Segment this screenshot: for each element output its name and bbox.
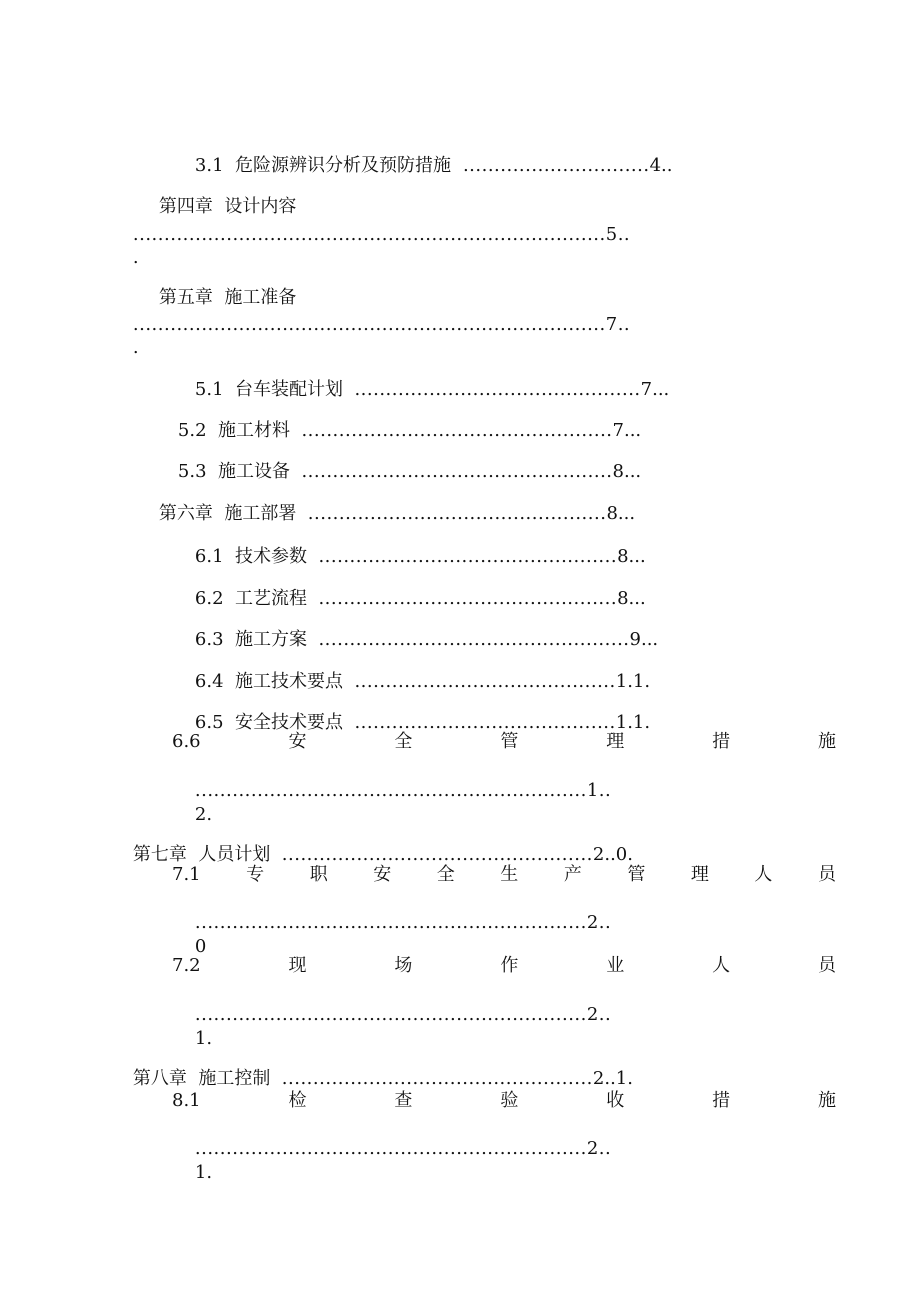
toc-chapter-5-leader bbox=[110, 292, 630, 358]
entry-page: 7... bbox=[612, 420, 642, 441]
chapter-page: 8... bbox=[606, 503, 636, 524]
toc-entry-6-6-leader bbox=[172, 758, 611, 824]
title-char: 施 bbox=[817, 731, 836, 752]
entry-title: 施工设备 bbox=[217, 461, 290, 482]
toc-chapter-4-leader bbox=[110, 202, 630, 268]
chapter-title: 第四章 设计内容 bbox=[158, 196, 297, 217]
entry-title: 危险源辨识分析及预防措施 bbox=[234, 155, 451, 176]
toc-chapter-5-tail bbox=[110, 315, 139, 381]
title-char: 查 bbox=[394, 1090, 413, 1111]
entry-page: 8... bbox=[617, 546, 646, 567]
title-char: 作 bbox=[500, 955, 519, 976]
title-char: 场 bbox=[394, 955, 413, 976]
toc-entry-7-1-leader bbox=[172, 890, 611, 956]
entry-page: 7... bbox=[640, 379, 670, 400]
title-char: 人 bbox=[712, 955, 731, 976]
title-char: 理 bbox=[690, 864, 709, 885]
toc-entry-6-6[interactable] bbox=[172, 731, 836, 753]
entry-title: 安全技术要点 bbox=[234, 712, 343, 733]
entry-page: 9... bbox=[629, 629, 659, 650]
entry-number: 5.3 bbox=[177, 461, 207, 482]
entry-page: 8... bbox=[612, 461, 642, 482]
leader-dots: .......................................... bbox=[354, 671, 616, 692]
title-char: 管 bbox=[627, 864, 646, 885]
leader-dots: ...............................................................1.. bbox=[194, 780, 612, 801]
title-char: 员 bbox=[817, 864, 836, 885]
title-char: 验 bbox=[500, 1090, 519, 1111]
entry-number: 6.4 bbox=[194, 671, 224, 692]
leader-dots: .................................................. bbox=[301, 461, 613, 482]
entry-title: 工艺流程 bbox=[234, 588, 307, 609]
title-char: 职 bbox=[309, 864, 328, 885]
entry-page: 1.1. bbox=[615, 712, 651, 733]
entry-number: 6.6 bbox=[172, 731, 201, 752]
title-char: 检 bbox=[288, 1090, 307, 1111]
entry-page: 8... bbox=[617, 588, 646, 609]
toc-entry-7-2[interactable] bbox=[172, 955, 836, 977]
leader-dots: .............................. bbox=[456, 155, 650, 176]
entry-page-cont: 1. bbox=[194, 1028, 213, 1049]
chapter-page: 2..1. bbox=[592, 1068, 633, 1089]
entry-page-cont: 1. bbox=[194, 1162, 213, 1183]
toc-entry-8-1-page-cont bbox=[172, 1140, 212, 1206]
entry-number: 6.1 bbox=[194, 546, 224, 567]
entry-title: 技术参数 bbox=[234, 546, 307, 567]
entry-number: 8.1 bbox=[172, 1090, 201, 1111]
title-char: 管 bbox=[500, 731, 519, 752]
title-char: 施 bbox=[817, 1090, 836, 1111]
entry-page: 4.. bbox=[649, 155, 673, 176]
leader-tail: . bbox=[132, 337, 139, 358]
chapter-title: 第五章 施工准备 bbox=[158, 287, 297, 308]
leader-dots: ............................................................................7.. bbox=[132, 314, 631, 335]
leader-dots: ................................................ bbox=[318, 546, 618, 567]
leader-dots: .................................................. bbox=[318, 629, 630, 650]
entry-number: 6.2 bbox=[194, 588, 224, 609]
entry-number: 5.2 bbox=[177, 420, 207, 441]
title-char: 措 bbox=[712, 731, 731, 752]
toc-entry-8-1-leader bbox=[172, 1116, 611, 1182]
entry-page-cont: 2. bbox=[194, 804, 213, 825]
title-char: 安 bbox=[373, 864, 392, 885]
leader-dots: .......................................... bbox=[354, 712, 616, 733]
leader-dots: ...............................................................2.. bbox=[194, 1138, 612, 1159]
entry-number: 7.1 bbox=[172, 864, 201, 885]
leader-tail: . bbox=[132, 247, 139, 268]
title-char: 现 bbox=[288, 955, 307, 976]
title-char: 措 bbox=[712, 1090, 731, 1111]
chapter-title: 第六章 施工部署 bbox=[158, 503, 297, 524]
title-char: 理 bbox=[606, 731, 625, 752]
leader-dots: ...............................................................2.. bbox=[194, 912, 612, 933]
leader-dots: .................................................. bbox=[301, 420, 613, 441]
entry-title: 台车装配计划 bbox=[234, 379, 343, 400]
title-char: 产 bbox=[563, 864, 582, 885]
title-char: 全 bbox=[436, 864, 455, 885]
title-char: 收 bbox=[606, 1090, 625, 1111]
entry-number: 5.1 bbox=[194, 379, 224, 400]
entry-number: 6.5 bbox=[194, 712, 224, 733]
entry-page-cont: 0 bbox=[194, 936, 207, 957]
title-char: 生 bbox=[500, 864, 519, 885]
title-char: 全 bbox=[394, 731, 413, 752]
toc-entry-7-2-leader bbox=[172, 982, 611, 1048]
leader-dots: ................................................ bbox=[307, 503, 607, 524]
leader-dots: .................................................. bbox=[281, 844, 593, 865]
title-char: 员 bbox=[817, 955, 836, 976]
title-char: 业 bbox=[606, 955, 625, 976]
entry-number: 6.3 bbox=[194, 629, 224, 650]
leader-dots: .............................................. bbox=[354, 379, 641, 400]
leader-dots: ................................................ bbox=[318, 588, 618, 609]
chapter-title: 第七章 人员计划 bbox=[132, 844, 271, 865]
leader-dots: ............................................................................5.. bbox=[132, 224, 631, 245]
entry-number: 7.2 bbox=[172, 955, 201, 976]
leader-dots: ...............................................................2.. bbox=[194, 1004, 612, 1025]
title-char: 人 bbox=[754, 864, 773, 885]
entry-title: 施工材料 bbox=[217, 420, 290, 441]
toc-entry-8-1[interactable] bbox=[172, 1090, 836, 1112]
entry-title: 施工技术要点 bbox=[234, 671, 343, 692]
leader-dots: .................................................. bbox=[281, 1068, 593, 1089]
title-char: 专 bbox=[246, 864, 265, 885]
entry-title: 施工方案 bbox=[234, 629, 307, 650]
entry-number: 3.1 bbox=[194, 155, 224, 176]
toc-chapter-4-tail bbox=[110, 225, 139, 291]
chapter-title: 第八章 施工控制 bbox=[132, 1068, 271, 1089]
entry-page: 1.1. bbox=[615, 671, 651, 692]
title-char: 安 bbox=[288, 731, 307, 752]
chapter-page: 2..0. bbox=[592, 844, 633, 865]
toc-entry-7-1[interactable] bbox=[172, 864, 836, 886]
